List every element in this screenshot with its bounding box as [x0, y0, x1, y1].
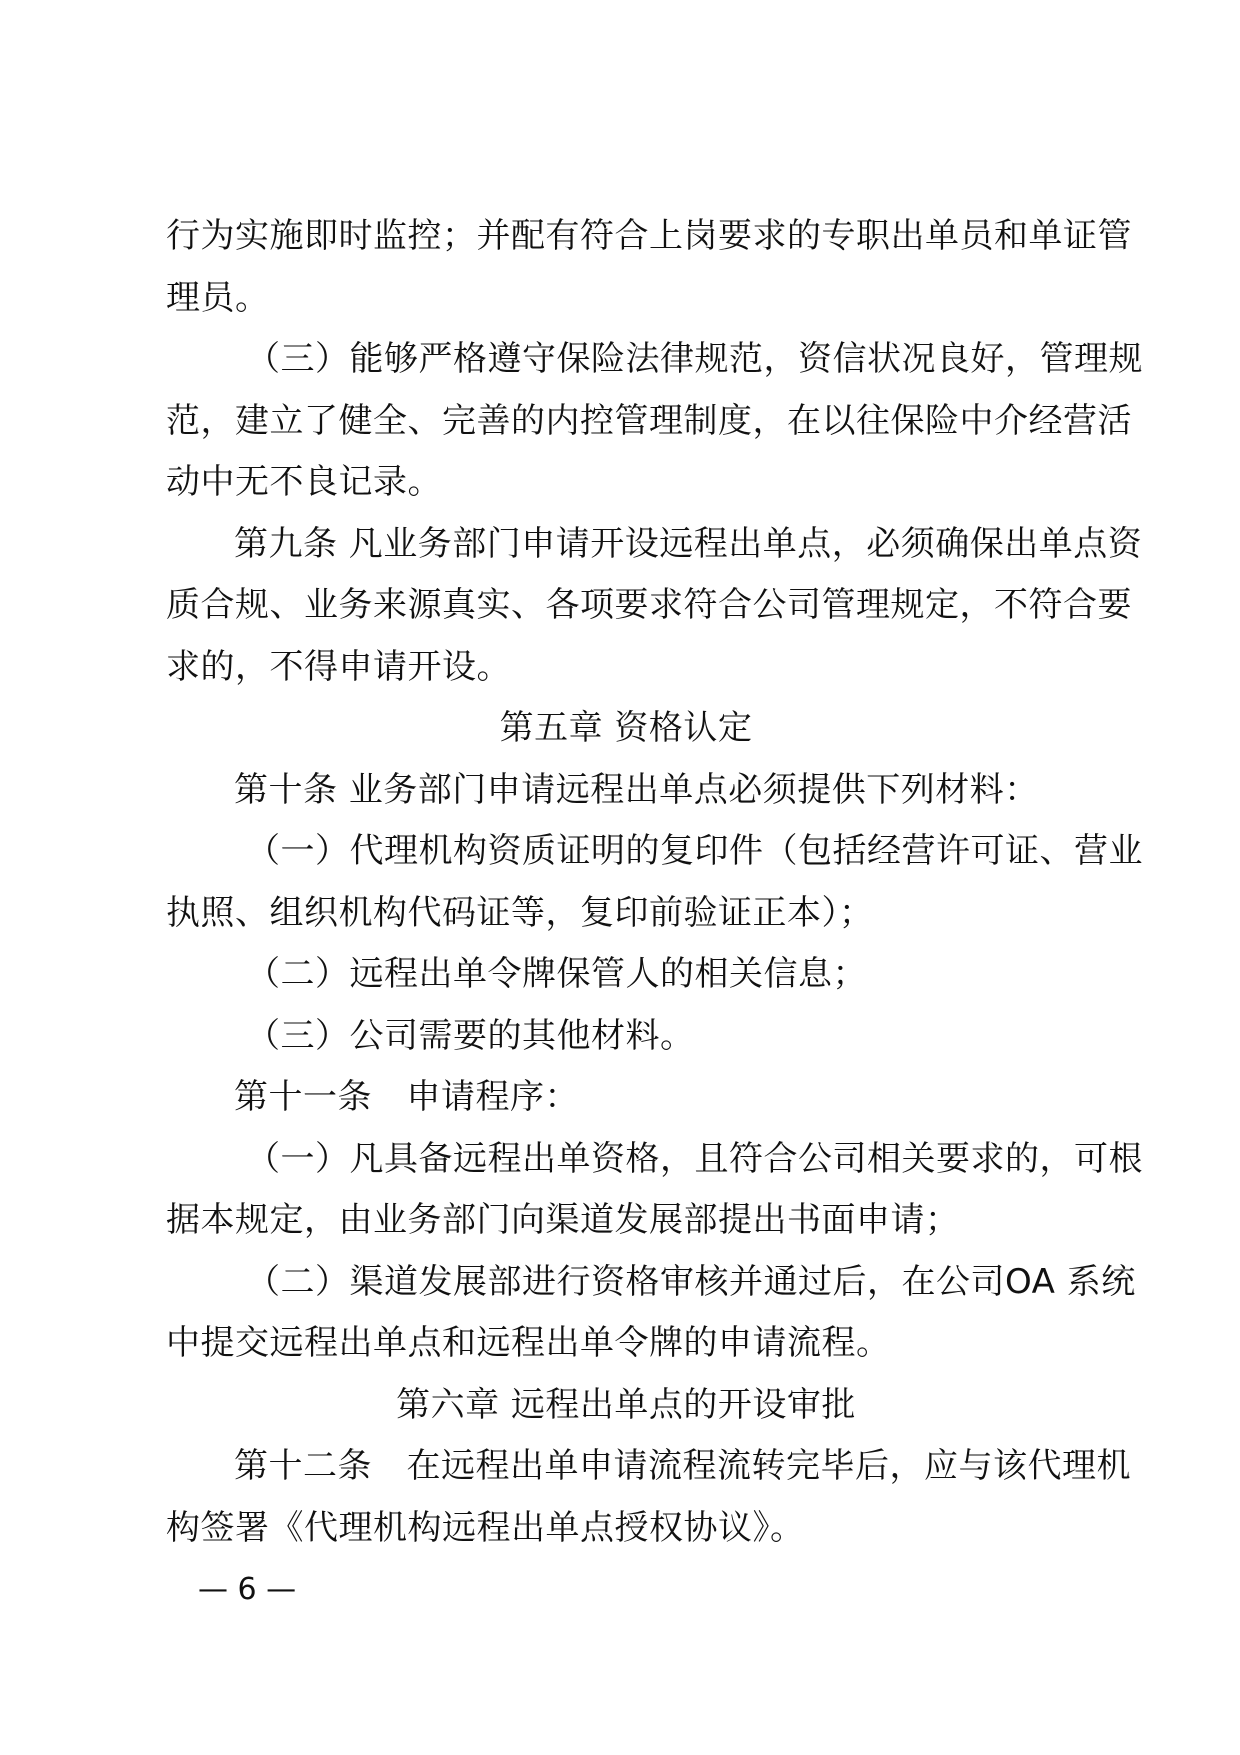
document-body [166, 206, 1143, 1559]
list-item-line: 据本规定，由业务部门向渠道发展部提出书面申请； [166, 1200, 960, 1240]
paragraph-line: （三）能够严格遵守保险法律规范，资信状况良好，管理规 [246, 339, 1143, 379]
article-heading-line: 第十一条 申请程序： [234, 1077, 579, 1117]
paragraph-line: 行为实施即时监控；并配有符合上岗要求的专职出单员和单证管 [166, 216, 1132, 256]
chapter-title: 第五章 资格认定 [499, 708, 753, 748]
page-number: — 6 — [198, 1572, 297, 1607]
paragraph-line: 范，建立了健全、完善的内控管理制度，在以往保险中介经营活 [166, 400, 1132, 441]
paragraph-line: 动中无不良记录。 [166, 462, 442, 502]
chapter-title: 第六章 远程出单点的开设审批 [396, 1384, 856, 1425]
list-item-line: （一）代理机构资质证明的复印件（包括经营许可证、营业 [246, 831, 1143, 871]
article-heading-line: 第十二条 在远程出单申请流程流转完毕后，应与该代理机 [234, 1446, 1131, 1486]
paragraph-line: 质合规、业务来源真实、各项要求符合公司管理规定，不符合要 [166, 585, 1132, 625]
paragraph-line: 构签署《代理机构远程出单点授权协议》。 [166, 1507, 805, 1548]
paragraph-line: 理员。 [166, 277, 270, 318]
article-heading-line: 第九条 凡业务部门申请开设远程出单点，必须确保出单点资 [234, 523, 1143, 564]
list-item-line: （一）凡具备远程出单资格，且符合公司相关要求的，可根 [246, 1138, 1143, 1179]
list-item-line: （二）远程出单令牌保管人的相关信息； [246, 954, 867, 994]
list-item-line: 执照、组织机构代码证等，复印前验证正本）； [166, 892, 874, 933]
list-item-line: （二）渠道发展部进行资格审核并通过后，在公司OA 系统 [246, 1261, 1136, 1302]
list-item-line: （三）公司需要的其他材料。 [246, 1015, 695, 1056]
paragraph-line: 求的，不得申请开设。 [166, 646, 511, 687]
article-heading-line: 第十条 业务部门申请远程出单点必须提供下列材料： [234, 769, 1039, 810]
list-item-line: 中提交远程出单点和远程出单令牌的申请流程。 [166, 1323, 891, 1363]
